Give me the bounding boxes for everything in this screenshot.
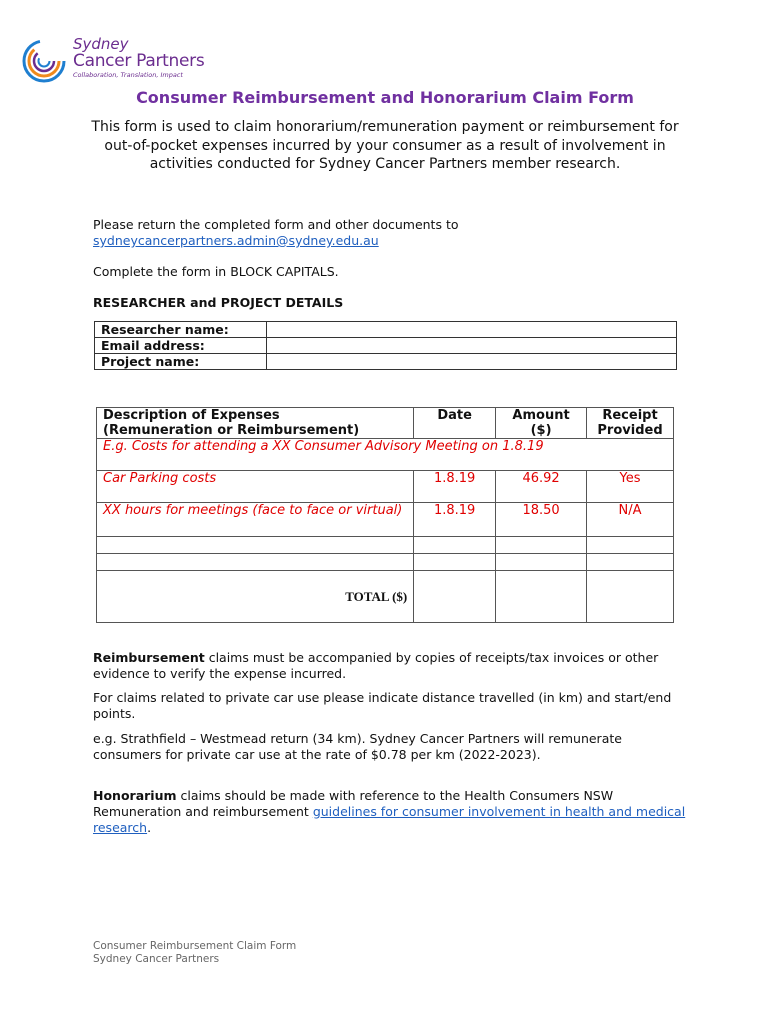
table-row xyxy=(95,322,677,338)
amount-header-line2: ($) xyxy=(530,423,552,438)
date-header: Date xyxy=(414,408,496,439)
car-example-note: e.g. Strathfield – Westmead return (34 km). Sydney Cancer Partners will remunerate consumers for private car use at the rate of $0.78 per km (2022-2023). xyxy=(93,731,622,762)
receipt-header-line2: Provided xyxy=(597,423,663,438)
logo-sydney: Sydney xyxy=(73,35,129,53)
empty-cell[interactable] xyxy=(97,554,414,571)
honorarium-bold: Honorarium xyxy=(93,788,177,803)
receipt-header-line1: Receipt xyxy=(602,408,658,423)
total-amount-field[interactable] xyxy=(496,571,587,623)
reimbursement-bold: Reimbursement xyxy=(93,650,205,665)
logo xyxy=(20,36,220,88)
footer-line1: Consumer Reimbursement Claim Form xyxy=(93,940,297,952)
researcher-details-table xyxy=(94,321,677,370)
researcher-name-field[interactable] xyxy=(267,322,677,338)
reimbursement-rest: claims must be accompanied by copies of receipts/tax invoices or other evidence to verify the expense incurred. xyxy=(93,650,659,681)
reimbursement-note xyxy=(93,650,693,682)
email-address-field[interactable] xyxy=(267,338,677,354)
total-receipt-cell xyxy=(587,571,674,623)
table-row xyxy=(97,537,674,554)
logo-tagline: Collaboration, Translation, Impact xyxy=(73,71,183,79)
description-header-line2: (Remuneration or Reimbursement) xyxy=(103,423,360,438)
guidelines-link[interactable]: guidelines for consumer involvement in health and medical research xyxy=(93,804,686,835)
expense-amount[interactable]: 18.50 xyxy=(496,503,587,537)
expense-receipt[interactable]: N/A xyxy=(587,503,674,537)
empty-cell[interactable] xyxy=(414,537,496,554)
researcher-name-label: Researcher name: xyxy=(95,322,267,338)
empty-cell[interactable] xyxy=(496,554,587,571)
total-label: TOTAL ($) xyxy=(97,571,414,623)
project-name-label: Project name: xyxy=(95,354,267,370)
table-row xyxy=(95,354,677,370)
expense-receipt[interactable]: Yes xyxy=(587,471,674,503)
table-row xyxy=(97,503,674,537)
return-email-link[interactable]: sydneycancerpartners.admin@sydney.edu.au xyxy=(93,233,379,248)
footer-line2: Sydney Cancer Partners xyxy=(93,953,220,965)
honorarium-rest: claims should be made with reference to the Health Consumers NSW Remuneration and reimbursement xyxy=(93,788,614,819)
empty-cell[interactable] xyxy=(587,537,674,554)
logo-swirl-icon xyxy=(20,36,70,86)
return-instructions xyxy=(93,217,693,249)
intro-paragraph: This form is used to claim honorarium/remuneration payment or reimbursement for out-of-pocket expenses incurred by your consumer as a result of involvement in activities conducted for Sydney Cancer Partners member research. xyxy=(91,119,679,172)
receipt-header xyxy=(587,408,674,439)
total-row xyxy=(97,571,674,623)
empty-cell[interactable] xyxy=(587,554,674,571)
amount-header-line1: Amount xyxy=(512,408,570,423)
description-header xyxy=(97,408,414,439)
expense-amount[interactable]: 46.92 xyxy=(496,471,587,503)
empty-cell[interactable] xyxy=(414,554,496,571)
example-row xyxy=(97,439,674,471)
logo-cancer-partners: Cancer Partners xyxy=(73,51,205,71)
expense-description[interactable]: XX hours for meetings (face to face or virtual) xyxy=(97,503,414,537)
expense-date[interactable]: 1.8.19 xyxy=(414,503,496,537)
email-address-label: Email address: xyxy=(95,338,267,354)
total-date-cell xyxy=(414,571,496,623)
block-capitals-note: Complete the form in BLOCK CAPITALS. xyxy=(93,264,339,279)
honorarium-note xyxy=(93,788,693,836)
project-name-field[interactable] xyxy=(267,354,677,370)
expenses-header-row xyxy=(97,408,674,439)
expenses-table xyxy=(96,407,674,623)
expense-description[interactable]: Car Parking costs xyxy=(97,471,414,503)
honorarium-end: . xyxy=(147,820,152,835)
amount-header xyxy=(496,408,587,439)
description-header-line1: Description of Expenses xyxy=(103,408,280,423)
example-text: E.g. Costs for attending a XX Consumer Advisory Meeting on 1.8.19 xyxy=(97,439,674,471)
empty-cell[interactable] xyxy=(496,537,587,554)
table-row xyxy=(97,554,674,571)
page-title: Consumer Reimbursement and Honorarium Claim Form xyxy=(136,88,634,107)
car-use-note: For claims related to private car use please indicate distance travelled (in km) and start/end points. xyxy=(93,690,672,721)
return-text: Please return the completed form and other documents to xyxy=(93,217,459,232)
table-row xyxy=(97,471,674,503)
empty-cell[interactable] xyxy=(97,537,414,554)
footer xyxy=(93,940,296,966)
table-row xyxy=(95,338,677,354)
section-heading: RESEARCHER and PROJECT DETAILS xyxy=(93,295,344,310)
expense-date[interactable]: 1.8.19 xyxy=(414,471,496,503)
